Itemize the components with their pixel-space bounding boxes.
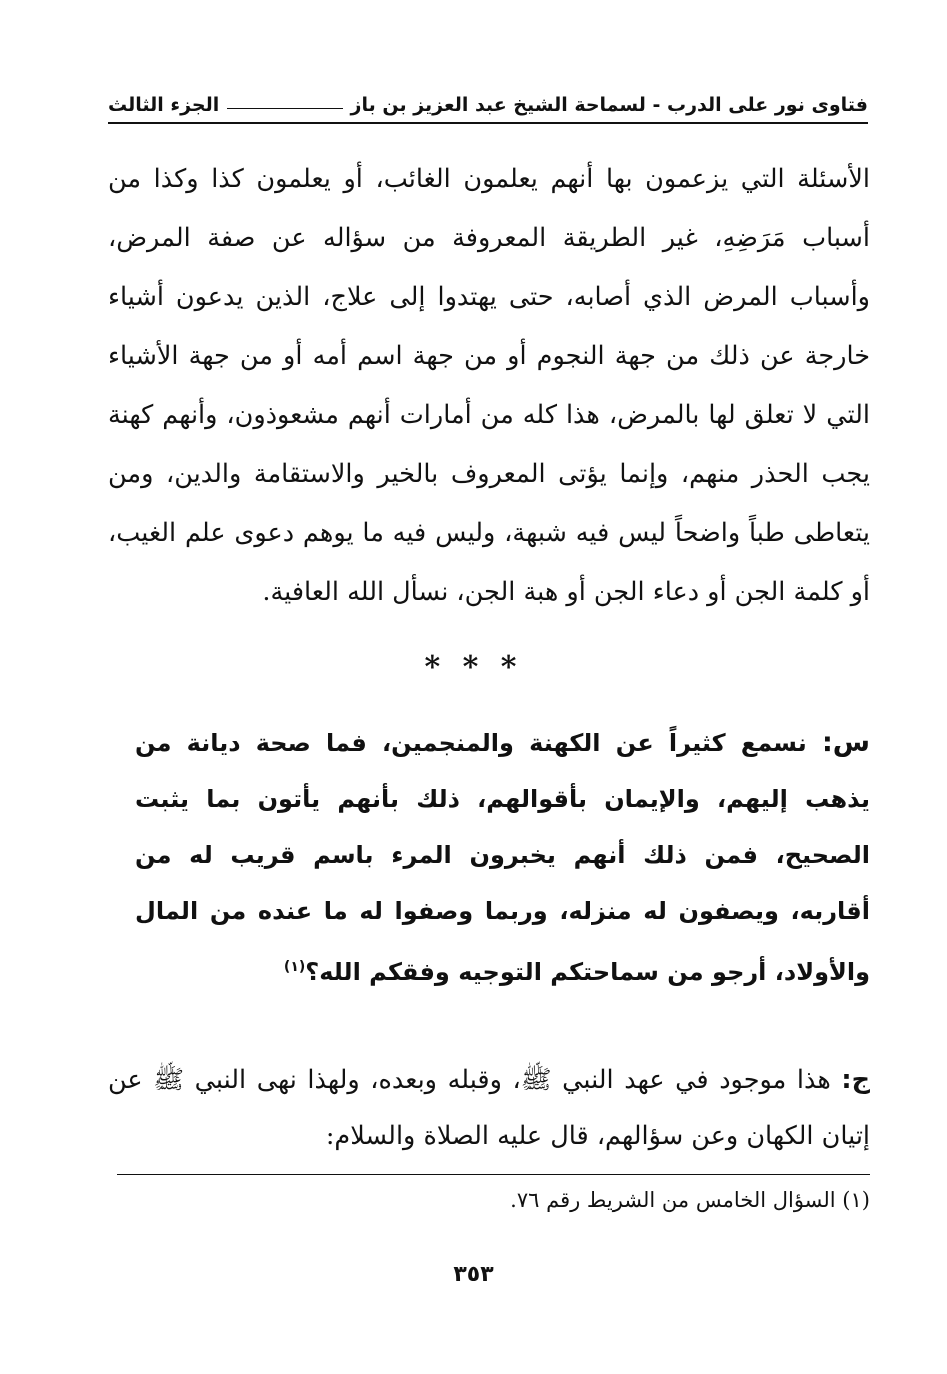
section-divider: * * * xyxy=(424,650,523,685)
page-number: ٣٥٣ xyxy=(453,1262,494,1287)
body-paragraph: الأسئلة التي يزعمون بها أنهم يعلمون الغائب، أو يعلمون كذا وكذا من أسباب مَرَضِهِ، غير الطريقة المعروفة من سؤاله عن صفة المرض، وأسباب المرض الذي أصابه، حتى يهتدوا إلى علاج، الذين يدعون أشياء خارجة عن ذلك من جهة النجوم أو من جهة اسم أمه أو من جهة الأشياء التي لا تعلق لها بالمرض، هذا كله من أمارات أنهم مشعوذون، وأنهم كهنة يجب الحذر منهم، وإنما يؤتى المعروف بالخير والاستقامة والدين، ومن يتعاطى طباً واضحاً ليس فيه شبهة، وليس فيه ما يوهم دعوى علم الغيب، أو كلمة الجن أو دعاء الجن أو هبة الجن، نسأل الله العافية. xyxy=(108,164,870,607)
answer-text: هذا موجود في عهد النبي ﷺ، وقبله وبعده، ولهذا نهى النبي ﷺ عن إتيان الكهان وعن سؤالهم، قال عليه الصلاة والسلام: xyxy=(108,1065,870,1151)
header-title: فتاوى نور على الدرب - لسماحة الشيخ عبد العزيز بن باز xyxy=(350,94,868,116)
question-block xyxy=(135,715,870,1000)
answer-block xyxy=(108,1052,870,1164)
header-separator xyxy=(227,108,342,109)
header-part: الجزء الثالث xyxy=(108,94,220,116)
question-text: نسمع كثيراً عن الكهنة والمنجمين، فما صحة ديانة من يذهب إليهم، والإيمان بأقوالهم، ذلك بأنهم يأتون بما يثبت الصحيح، فمن ذلك أنهم يخبرون المرء باسم قريب له من أقاربه، ويصفون له منزله، وربما وصفوا له ما عنده من المال والأولاد، أرجو من سماحتكم التوجيه وفقكم الله؟ xyxy=(135,729,870,986)
footnote-rule xyxy=(117,1174,870,1175)
footnote: (١) السؤال الخامس من الشريط رقم ٧٦. xyxy=(510,1188,870,1212)
question-prefix: س: xyxy=(821,727,871,758)
footnote-reference: (١) xyxy=(283,959,306,975)
running-header xyxy=(108,88,868,124)
body-paragraph-block xyxy=(108,150,870,622)
answer-prefix: ج: xyxy=(841,1065,870,1095)
